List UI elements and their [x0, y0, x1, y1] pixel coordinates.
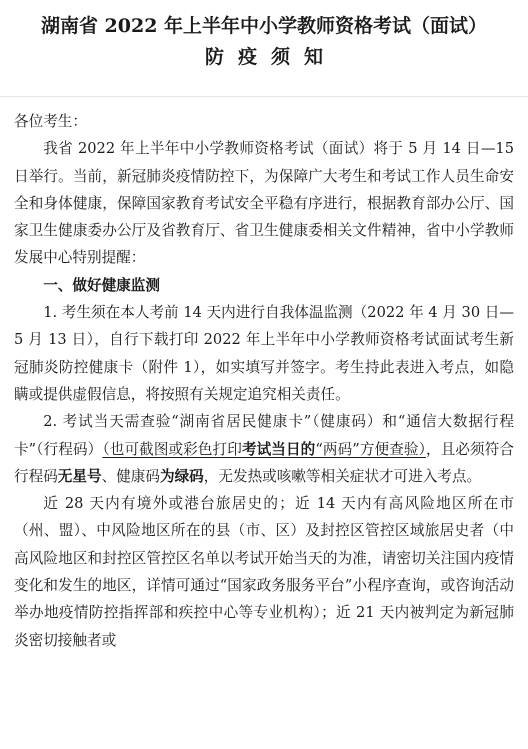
intro-paragraph: 我省 2022 年上半年中小学教师资格考试（面试）将于 5 月 14 日—15 日举行。当前，新冠肺炎疫情防控下，为保障广大考生和考试工作人员生命安全和身体健康，保障国家教育考试安全平稳有序进行，根据教育部办公厅、国家卫生健康委办公厅及省教育厅、省卫生健康委相关文件精神，省中小学教师发展中心特别提醒：	[14, 140, 514, 267]
item-2-text-c: 、健康码	[101, 467, 160, 485]
title-line-2: 防疫须知	[204, 46, 337, 68]
item-1-paragraph: 1. 考生须在本人考前 14 天内进行自我体温监测（2022 年 4 月 30 日—5 月 13 日），自行下载打印 2022 年上半年中小学教师资格考试面试考生新冠肺炎防控健康卡（附件 1），如实填写并签字。考生持此表进入考点，如隐瞒或提供虚假信息，将按照有关规定追究相关责任。	[14, 304, 514, 403]
title-line-1: 湖南省 2022 年上半年中小学教师资格考试（面试）	[40, 15, 488, 37]
section-heading-health-monitoring: 一、做好健康监测	[43, 276, 160, 294]
item-2-underlined-bold: 考试当日的	[241, 440, 316, 458]
item-2-underlined-b: “两码”方便查验）	[315, 440, 426, 458]
item-2-text-b: ，且必须符合行程码	[14, 440, 515, 485]
item-2-text-d: ，无发热或咳嗽等相关症状才可进入考点。	[203, 467, 482, 485]
item-2-bold-green-code: 为绿码	[159, 467, 204, 485]
item-2-bold-no-star: 无星号	[57, 467, 102, 485]
notice-body	[14, 108, 514, 654]
item-2-underlined-a: （也可截图或彩色打印	[102, 440, 242, 458]
greeting: 各位考生：	[14, 113, 87, 130]
item-2-text-a: 2. 考试当天需查验“湖南省居民健康卡”（健康码）和“通信大数据行程卡”（行程码）	[14, 413, 514, 458]
divider	[0, 96, 528, 97]
item-3-paragraph: 近 28 天内有境外或港台旅居史的；近 14 天内有高风险地区所在市（州、盟）、中风险地区所在的县（市、区）及封控区管控区域旅居史者（中高风险地区和封控区管控区名单以考试开始当天的为准，请密切关注国内疫情变化和发生的地区，详情可通过“国家政务服务平台”小程序查询，或咨询活动举办地疫情防控指挥部和疾控中心等专业机构）；近 21 天内被判定为新冠肺炎密切接触者或	[14, 495, 514, 649]
item-2-paragraph	[14, 408, 514, 490]
